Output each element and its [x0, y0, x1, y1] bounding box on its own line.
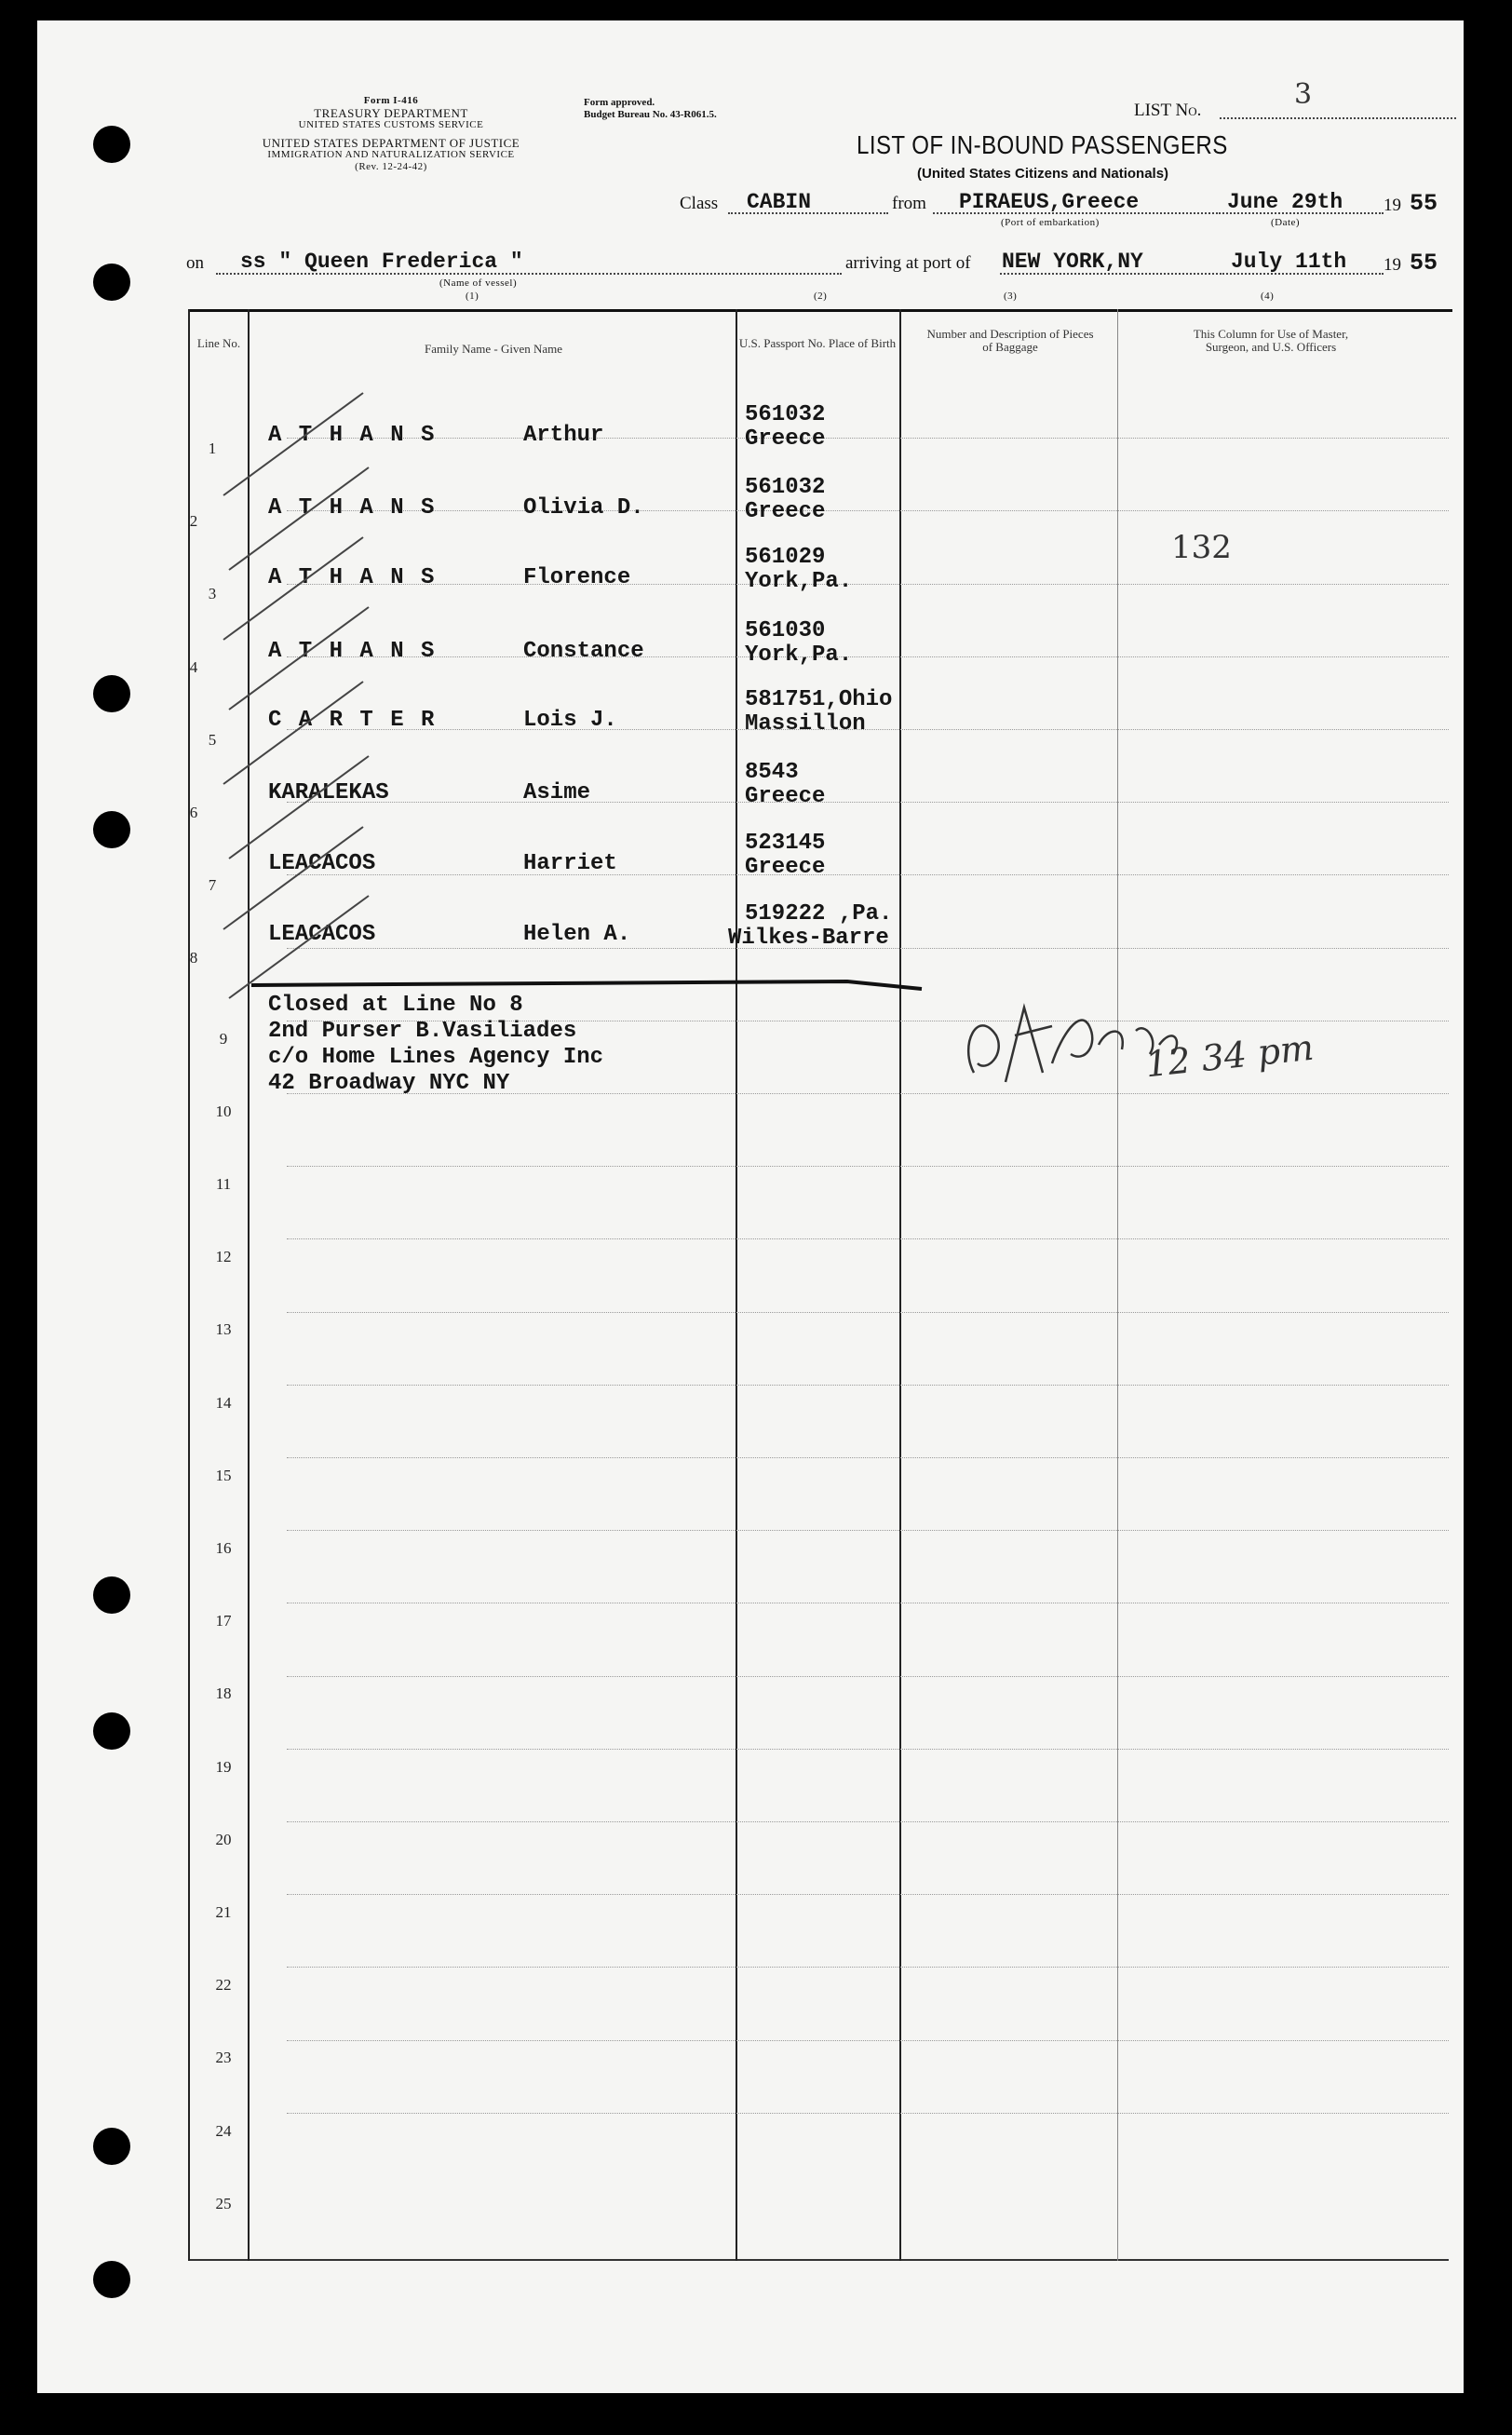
check-mark: [223, 682, 363, 784]
vessel-name: ss " Queen Frederica ": [240, 250, 523, 274]
line-number: 2: [189, 512, 198, 531]
header-baggage: Number and Description of Pieces of Baggage: [926, 327, 1094, 354]
on-label: on: [186, 253, 204, 273]
line-number: 20: [215, 1830, 232, 1848]
place-of-birth: Greece: [745, 855, 826, 880]
given-name: Florence: [523, 565, 631, 590]
check-mark: [223, 537, 363, 640]
place-of-birth: York,Pa.: [745, 643, 853, 668]
place-of-birth: Massillon: [745, 711, 866, 737]
place-of-birth: Greece: [745, 426, 826, 452]
arriving-label: arriving at port of: [845, 253, 971, 273]
check-mark: [223, 827, 363, 929]
closing-line: 42 Broadway NYC NY: [268, 1071, 510, 1096]
line-number: 7: [208, 876, 217, 895]
line-number: 19: [215, 1757, 232, 1776]
given-name: Constance: [523, 639, 644, 664]
place-of-birth: Greece: [745, 784, 826, 809]
passport-number: 8543: [745, 760, 799, 785]
family-name: C A R T E R: [268, 708, 437, 733]
justice-label: UNITED STATES DEPARTMENT OF JUSTICE: [262, 136, 520, 150]
check-marks: [37, 20, 1464, 2393]
given-name: Lois J.: [523, 708, 617, 733]
passport-number: 561032: [745, 475, 826, 500]
signature-time: 12 34 pm: [1143, 1026, 1316, 1086]
passport-number: 561030: [745, 618, 826, 643]
class-value: CABIN: [747, 190, 812, 214]
year-prefix: 19: [1384, 255, 1401, 275]
passport-number: 523145: [745, 831, 826, 856]
family-name: LEACACOS: [268, 922, 376, 947]
line-number: 9: [219, 1029, 228, 1048]
closing-line: Closed at Line No 8: [268, 993, 523, 1018]
header-officers: This Column for Use of Master, Surgeon, and U.S. Officers: [1193, 327, 1349, 354]
approved-label: Form approved.: [584, 97, 655, 108]
line-number: 18: [215, 1684, 232, 1703]
line-number: 12: [215, 1248, 232, 1266]
check-mark: [229, 467, 369, 570]
header-passport: U.S. Passport No. Place of Birth: [738, 336, 897, 350]
date-caption: (Date): [1271, 217, 1301, 228]
arrival-date: July 11th: [1231, 250, 1347, 274]
family-name: KARALEKAS: [268, 780, 389, 805]
column-1-caption: (1): [466, 291, 479, 302]
from-label: from: [892, 194, 926, 213]
header-line-no: Line No.: [196, 336, 241, 350]
budget-label: Budget Bureau No. 43-R061.5.: [584, 109, 717, 120]
departure-date: June 29th: [1227, 190, 1343, 214]
family-name: A T H A N S: [268, 639, 437, 664]
line-number: 4: [189, 657, 198, 676]
given-name: Asime: [523, 780, 591, 805]
check-mark: [229, 607, 369, 710]
officer-count: 132: [1171, 529, 1232, 566]
line-number: 10: [215, 1102, 232, 1120]
line-number: 21: [215, 1903, 232, 1921]
revision-label: (Rev. 12-24-42): [355, 161, 427, 172]
port-of-embarkation: PIRAEUS,Greece: [959, 190, 1140, 214]
column-4-caption: (4): [1261, 291, 1275, 302]
closing-line: 2nd Purser B.Vasiliades: [268, 1019, 577, 1044]
passport-number: 561032: [745, 402, 826, 427]
form-number: Form I-416: [363, 95, 419, 106]
family-name: A T H A N S: [268, 495, 437, 521]
family-name: A T H A N S: [268, 565, 437, 590]
page-title: LIST OF IN-BOUND PASSENGERS: [857, 130, 1228, 159]
line-number: 24: [215, 2121, 232, 2140]
arrival-year: 55: [1410, 250, 1438, 277]
line-number: 17: [215, 1612, 232, 1630]
column-3-caption: (3): [1004, 291, 1018, 302]
check-mark: [229, 896, 369, 998]
place-of-birth: Greece: [745, 499, 826, 524]
family-name: LEACACOS: [268, 851, 376, 876]
place-of-birth: York,Pa.: [745, 569, 853, 594]
line-number: 15: [215, 1466, 232, 1484]
manifest-sheet: [37, 20, 1464, 2393]
given-name: Helen A.: [523, 922, 631, 947]
list-number-label: LIST No.: [1134, 101, 1202, 120]
given-name: Harriet: [523, 851, 617, 876]
line-number: 14: [215, 1393, 232, 1412]
arrival-port: NEW YORK,NY: [1002, 250, 1143, 274]
given-name: Arthur: [523, 423, 604, 448]
closing-line: c/o Home Lines Agency Inc: [268, 1045, 604, 1070]
vessel-caption: (Name of vessel): [439, 277, 518, 289]
line-number: 13: [215, 1320, 232, 1339]
line-number: 22: [215, 1976, 232, 1995]
customs-label: UNITED STATES CUSTOMS SERVICE: [298, 119, 484, 130]
passport-number: 519222 ,Pa.: [745, 901, 893, 927]
page-subtitle: (United States Citizens and Nationals): [917, 166, 1169, 182]
departure-year: 55: [1410, 190, 1438, 217]
ins-label: IMMIGRATION AND NATURALIZATION SERVICE: [267, 149, 515, 160]
port-caption: (Port of embarkation): [1001, 217, 1100, 228]
check-mark: [229, 756, 369, 859]
passport-number: 561029: [745, 545, 826, 570]
column-2-caption: (2): [814, 291, 828, 302]
passport-number: 581751,Ohio: [745, 687, 893, 712]
list-number-value: 3: [1294, 78, 1313, 111]
header-name: Family Name - Given Name: [424, 342, 562, 356]
line-number: 5: [208, 730, 217, 749]
year-prefix: 19: [1384, 196, 1401, 215]
check-mark: [223, 393, 363, 495]
family-name: A T H A N S: [268, 423, 437, 448]
class-label: Class: [680, 194, 719, 213]
given-name: Olivia D.: [523, 495, 644, 521]
line-number: 6: [189, 804, 198, 821]
line-number: 23: [215, 2049, 232, 2067]
line-number: 3: [208, 585, 217, 603]
place-of-birth: Wilkes-Barre: [728, 926, 889, 951]
line-number: 16: [215, 1539, 232, 1557]
line-number: 8: [189, 949, 198, 967]
treasury-label: TREASURY DEPARTMENT: [314, 106, 468, 120]
line-number: 25: [215, 2194, 232, 2212]
line-number: 1: [208, 440, 217, 457]
line-number: 11: [215, 1175, 232, 1193]
